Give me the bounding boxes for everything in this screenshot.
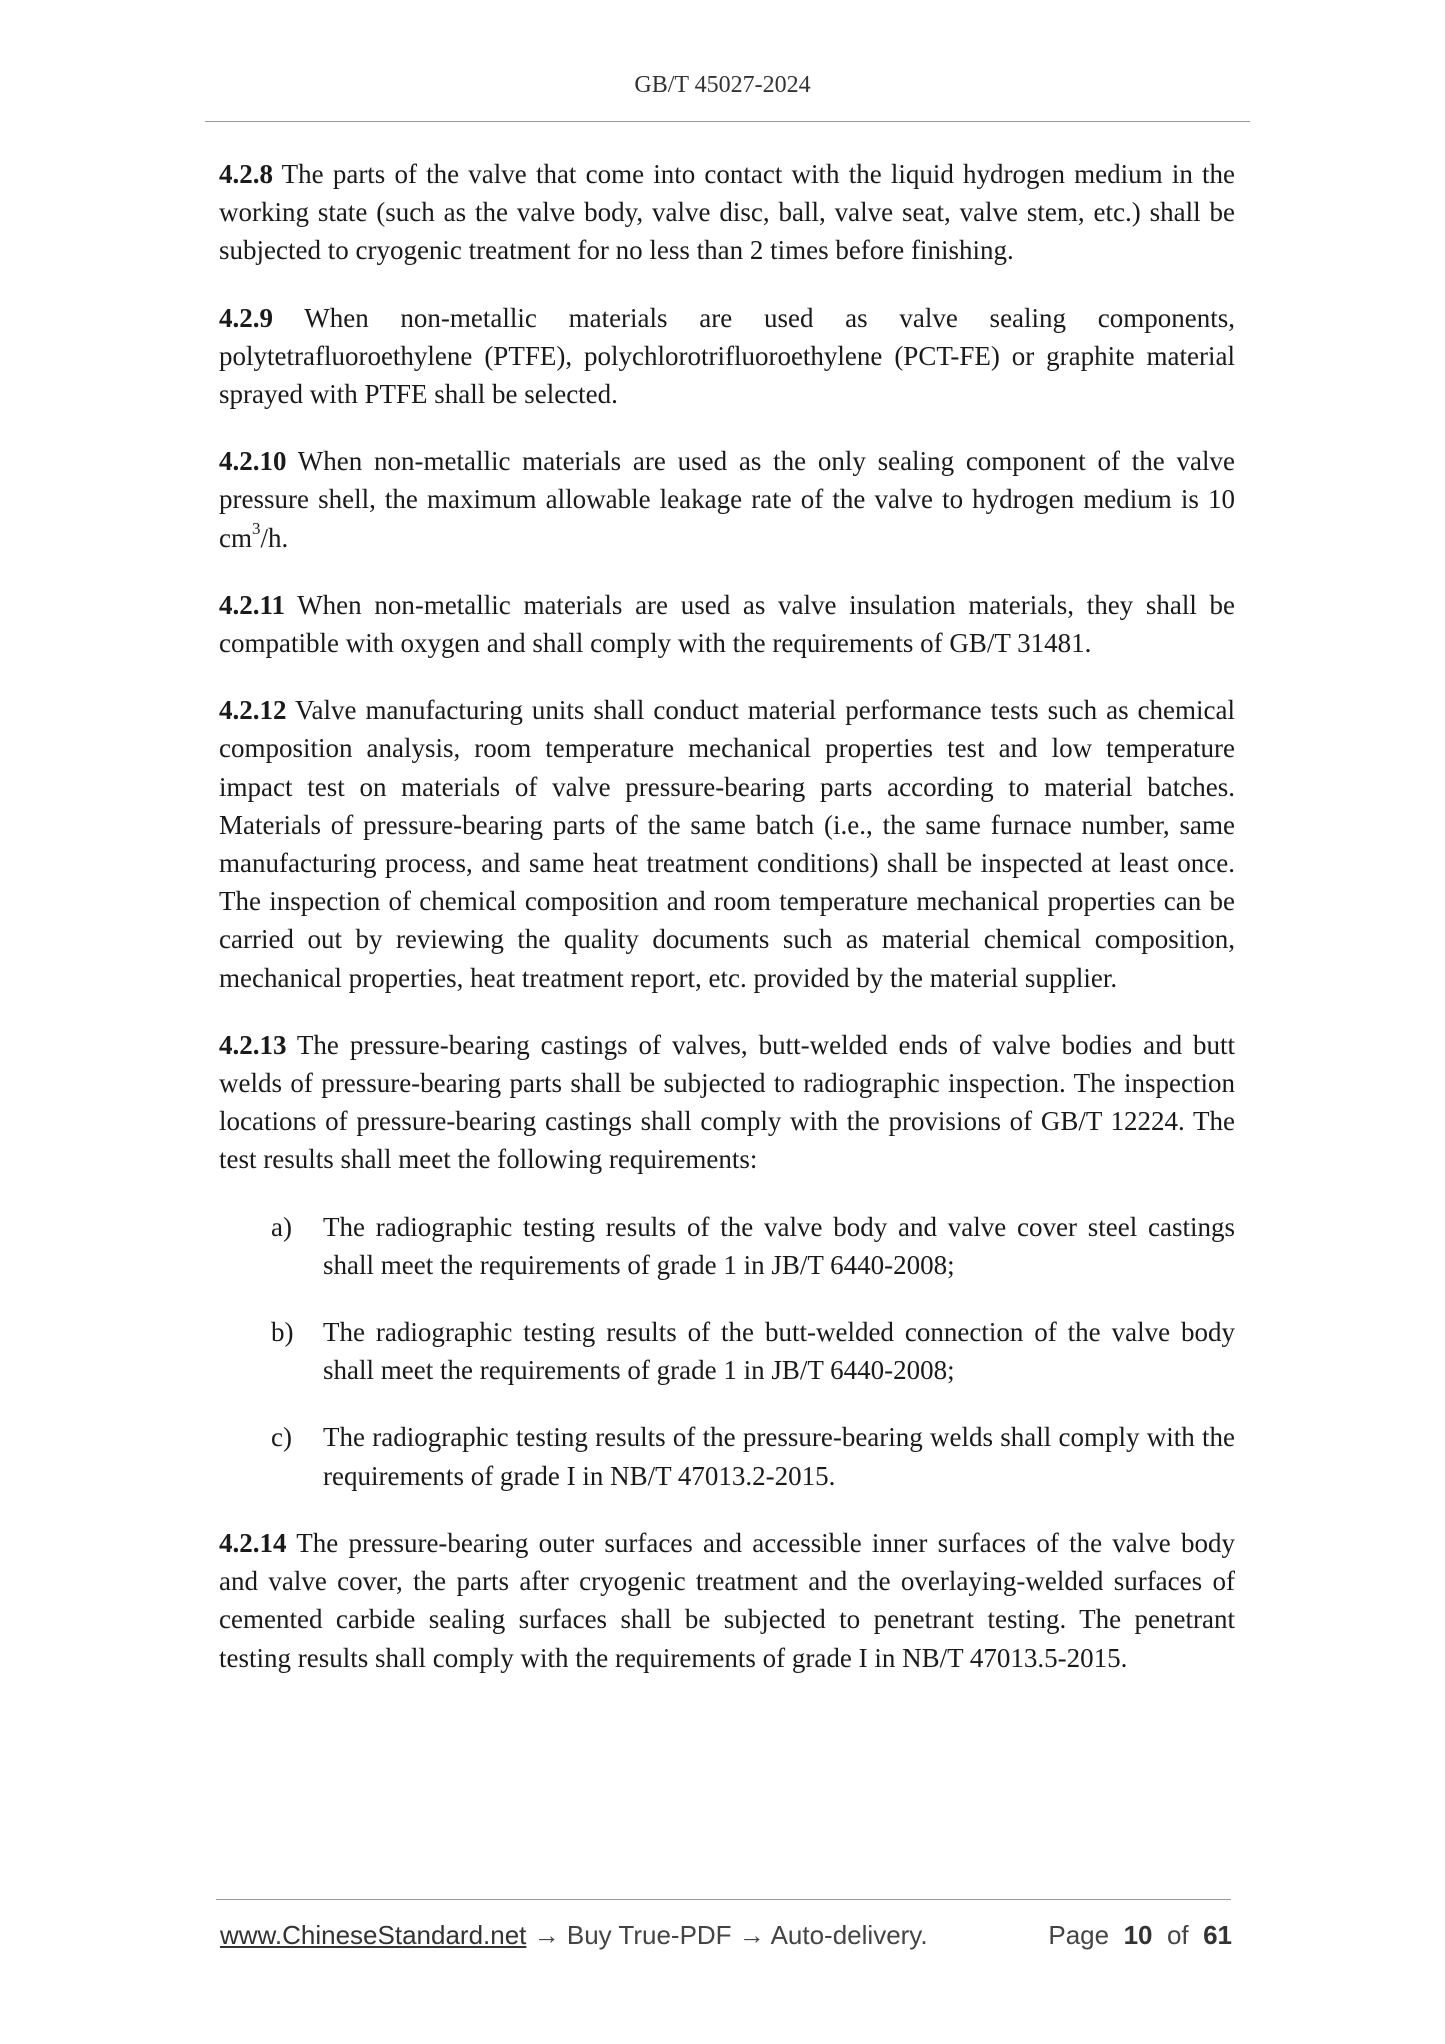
header-divider <box>205 121 1250 122</box>
clause-4-2-13 <box>219 1026 1235 1179</box>
list-item <box>219 1208 1235 1284</box>
page-total: 61 <box>1203 1920 1232 1950</box>
clause-4-2-14 <box>219 1524 1235 1677</box>
clause-4-2-12 <box>219 691 1235 997</box>
website-link[interactable]: www.ChineseStandard.net <box>220 1920 527 1950</box>
list-item-label: c) <box>271 1422 292 1453</box>
footer-divider <box>216 1899 1231 1900</box>
clause-text: When non-metallic materials are used as valve insulation materials, they shall be compatible with oxygen and shall comply with the requirements of GB/T 31481. <box>219 589 1235 659</box>
document-body <box>219 155 1235 1706</box>
footer-promo <box>220 1920 928 1951</box>
clause-text: When non-metallic materials are used as the only sealing component of the valve pressure shell, the maximum allowable leakage rate of the valve to hydrogen medium is 10 cm <box>219 446 1235 553</box>
page-current: 10 <box>1123 1920 1153 1950</box>
clause-text: The pressure-bearing castings of valves, butt-welded ends of valve bodies and butt welds of pressure-bearing parts shall be subjected to radiographic inspection. The inspection locations of pressure-bearing castings shall comply with the provisions of GB/T 12224. The test results shall meet the following requirements: <box>219 1029 1235 1175</box>
clause-text: When non-metallic materials are used as valve sealing components, polytetrafluoroethylene (PTFE), polychlorotrifluoroethylene (PCT-FE) or graphite material sprayed with PTFE shall be selected. <box>219 302 1235 410</box>
page-indicator <box>1048 1920 1232 1951</box>
page-label: Page <box>1048 1920 1110 1950</box>
list-item-label: b) <box>271 1317 294 1348</box>
list-item <box>219 1418 1235 1494</box>
list-item-text: The radiographic testing results of the pressure-bearing welds shall comply with the requirements of grade I in NB/T 47013.2-2015. <box>323 1422 1235 1491</box>
clause-number: 4.2.13 <box>219 1029 287 1060</box>
clause-number: 4.2.14 <box>219 1527 287 1558</box>
clause-4-2-9 <box>219 299 1235 414</box>
clause-number: 4.2.9 <box>219 302 273 333</box>
clause-text: Valve manufacturing units shall conduct material performance tests such as chemical composition analysis, room temperature mechanical properties test and low temperature impact test on materials of valve pressure-bearing parts according to material batches. Materials of pressure-bearing parts of the same batch (i.e., the same furnace number, same manufacturing process, and same heat treatment conditions) shall be inspected at least once. The inspection of chemical composition and room temperature mechanical properties can be carried out by reviewing the quality documents such as material chemical composition, mechanical properties, heat treatment report, etc. provided by the material supplier. <box>219 695 1235 993</box>
clause-4-2-8 <box>219 155 1235 270</box>
clause-number: 4.2.8 <box>219 159 273 189</box>
page-of: of <box>1166 1920 1189 1950</box>
list-item-text: The radiographic testing results of the valve body and valve cover steel castings shall meet the requirements of grade 1 in JB/T 6440-2008; <box>323 1211 1235 1280</box>
list-item-label: a) <box>271 1211 292 1242</box>
clause-number: 4.2.11 <box>219 589 286 620</box>
clause-text: The parts of the valve that come into contact with the liquid hydrogen medium in the working state (such as the valve body, valve disc, ball, valve seat, valve stem, etc.) shall be subjected to cryogenic treatment for no less than 2 times before finishing. <box>219 159 1235 266</box>
list-item <box>219 1313 1235 1389</box>
clause-text-unit: /h. <box>260 522 289 553</box>
clause-number: 4.2.12 <box>219 695 287 726</box>
standard-code: GB/T 45027-2024 <box>634 72 811 98</box>
clause-number: 4.2.10 <box>219 446 287 477</box>
clause-text: The pressure-bearing outer surfaces and accessible inner surfaces of the valve body and valve cover, the parts after cryogenic treatment and the overlaying-welded surfaces of cemented carbide sealing surfaces shall be subjected to penetrant testing. The penetrant testing results shall comply with the requirements of grade I in NB/T 47013.5-2015. <box>219 1527 1235 1673</box>
superscript-exponent: 3 <box>252 518 261 538</box>
clause-4-2-11 <box>219 586 1235 662</box>
document-header <box>0 72 1445 99</box>
list-item-text: The radiographic testing results of the butt-welded connection of the valve body shall meet the requirements of grade 1 in JB/T 6440-2008; <box>323 1317 1235 1386</box>
footer-promo-text: → Buy True-PDF → Auto-delivery. <box>526 1920 928 1950</box>
clause-4-2-10 <box>219 442 1235 557</box>
